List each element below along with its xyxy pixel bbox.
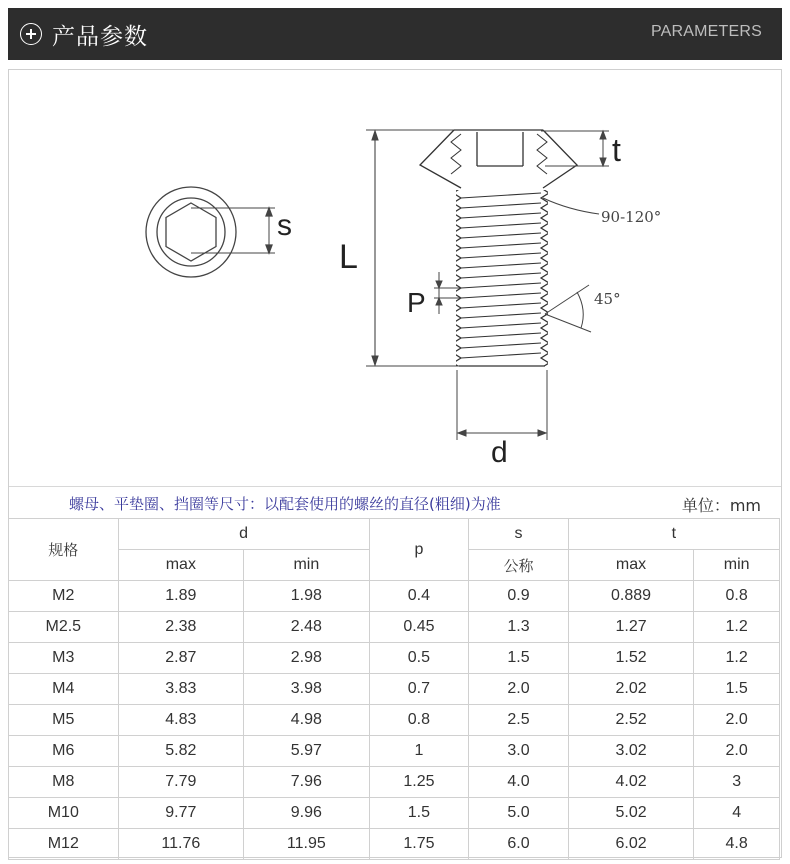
cell-dmax: 1.89 — [118, 581, 244, 612]
hex-socket — [166, 203, 216, 261]
cell-tmax: 4.02 — [568, 767, 694, 798]
screw-diagram — [9, 70, 781, 486]
cell-dmax: 5.82 — [118, 736, 244, 767]
screw-head — [420, 130, 577, 188]
label-d: d — [491, 436, 508, 469]
cell-tmax: 2.52 — [568, 705, 694, 736]
cell-dmin: 5.97 — [244, 736, 370, 767]
cell-tmin: 4 — [694, 798, 780, 829]
cell-tmin: 0.8 — [694, 581, 780, 612]
cell-spec: M10 — [9, 798, 119, 829]
cell-p: 0.4 — [369, 581, 469, 612]
header-p: p — [369, 519, 469, 581]
cell-tmin: 1.2 — [694, 612, 780, 643]
cell-dmin: 2.98 — [244, 643, 370, 674]
section-header — [8, 8, 782, 60]
cell-p: 0.5 — [369, 643, 469, 674]
cell-dmin: 2.48 — [244, 612, 370, 643]
cell-dmax: 9.77 — [118, 798, 244, 829]
dimension-L — [366, 130, 459, 366]
section-title-en: PARAMETERS — [650, 23, 762, 40]
cell-tmin: 2.0 — [694, 705, 780, 736]
cell-s: 2.5 — [469, 705, 569, 736]
cell-dmax: 2.87 — [118, 643, 244, 674]
cell-s: 6.0 — [469, 829, 569, 860]
table-row — [9, 705, 780, 736]
table-row — [9, 674, 780, 705]
cell-tmin: 3 — [694, 767, 780, 798]
cell-spec: M3 — [9, 643, 119, 674]
table-header-row — [9, 519, 780, 550]
cell-dmax: 11.76 — [118, 829, 244, 860]
cell-p: 1.75 — [369, 829, 469, 860]
dimension-P — [434, 272, 461, 314]
table-row — [9, 829, 780, 860]
end-view-outer-circle — [146, 187, 236, 277]
end-view — [146, 187, 275, 277]
cell-spec: M4 — [9, 674, 119, 705]
cell-spec: M6 — [9, 736, 119, 767]
label-cone-angle: 90-120° — [601, 208, 662, 226]
label-s: s — [277, 209, 292, 242]
cell-spec: M12 — [9, 829, 119, 860]
unit-label: 单位：mm — [681, 496, 761, 515]
table-row — [9, 612, 780, 643]
table-row — [9, 736, 780, 767]
header-s-nominal: 公称 — [469, 550, 569, 581]
cell-p: 0.7 — [369, 674, 469, 705]
cell-tmax: 0.889 — [568, 581, 694, 612]
cell-s: 5.0 — [469, 798, 569, 829]
header-s: s — [469, 519, 569, 550]
cell-s: 1.5 — [469, 643, 569, 674]
dimension-d — [457, 370, 547, 440]
cell-spec: M8 — [9, 767, 119, 798]
cell-tmax: 1.52 — [568, 643, 694, 674]
table-row — [9, 643, 780, 674]
cell-tmax: 3.02 — [568, 736, 694, 767]
cell-spec: M2.5 — [9, 612, 119, 643]
header-d-min: min — [244, 550, 370, 581]
cell-p: 1.25 — [369, 767, 469, 798]
parameters-panel — [8, 69, 782, 858]
cell-p: 1.5 — [369, 798, 469, 829]
cell-dmax: 7.79 — [118, 767, 244, 798]
cell-p: 1 — [369, 736, 469, 767]
label-L: L — [339, 238, 358, 276]
table-row — [9, 767, 780, 798]
cone-angle-leader — [543, 198, 599, 214]
cell-dmin: 7.96 — [244, 767, 370, 798]
dimension-t — [541, 131, 609, 166]
cell-tmin: 1.5 — [694, 674, 780, 705]
header-t: t — [568, 519, 779, 550]
size-note: 螺母、平垫圈、挡圈等尺寸：以配套使用的螺丝的直径(粗细)为准 — [69, 495, 501, 513]
header-d: d — [118, 519, 369, 550]
note-row — [9, 486, 781, 518]
cell-tmax: 2.02 — [568, 674, 694, 705]
table-row — [9, 581, 780, 612]
cell-dmin: 1.98 — [244, 581, 370, 612]
label-t: t — [612, 132, 621, 168]
cell-dmax: 3.83 — [118, 674, 244, 705]
label-thread-angle: 45° — [594, 290, 621, 308]
cell-dmin: 3.98 — [244, 674, 370, 705]
plus-circle-icon — [20, 23, 42, 45]
cell-tmax: 1.27 — [568, 612, 694, 643]
cell-tmax: 5.02 — [568, 798, 694, 829]
cell-s: 3.0 — [469, 736, 569, 767]
cell-dmax: 4.83 — [118, 705, 244, 736]
section-title: 产品参数 — [52, 23, 148, 50]
header-spec: 规格 — [9, 519, 119, 581]
header-t-min: min — [694, 550, 780, 581]
cell-tmax: 6.02 — [568, 829, 694, 860]
screw-shaft — [453, 188, 549, 373]
cell-p: 0.8 — [369, 705, 469, 736]
cell-tmin: 2.0 — [694, 736, 780, 767]
thread-angle-mark — [545, 285, 591, 332]
cell-dmin: 9.96 — [244, 798, 370, 829]
table-row — [9, 798, 780, 829]
cell-dmin: 4.98 — [244, 705, 370, 736]
cell-spec: M2 — [9, 581, 119, 612]
cell-tmin: 4.8 — [694, 829, 780, 860]
header-t-max: max — [568, 550, 694, 581]
cell-spec: M5 — [9, 705, 119, 736]
cell-tmin: 1.2 — [694, 643, 780, 674]
spec-table — [8, 518, 780, 860]
cell-dmax: 2.38 — [118, 612, 244, 643]
cell-s: 2.0 — [469, 674, 569, 705]
label-P: P — [407, 287, 426, 318]
cell-p: 0.45 — [369, 612, 469, 643]
cell-s: 4.0 — [469, 767, 569, 798]
cell-s: 1.3 — [469, 612, 569, 643]
cell-dmin: 11.95 — [244, 829, 370, 860]
header-d-max: max — [118, 550, 244, 581]
cell-s: 0.9 — [469, 581, 569, 612]
